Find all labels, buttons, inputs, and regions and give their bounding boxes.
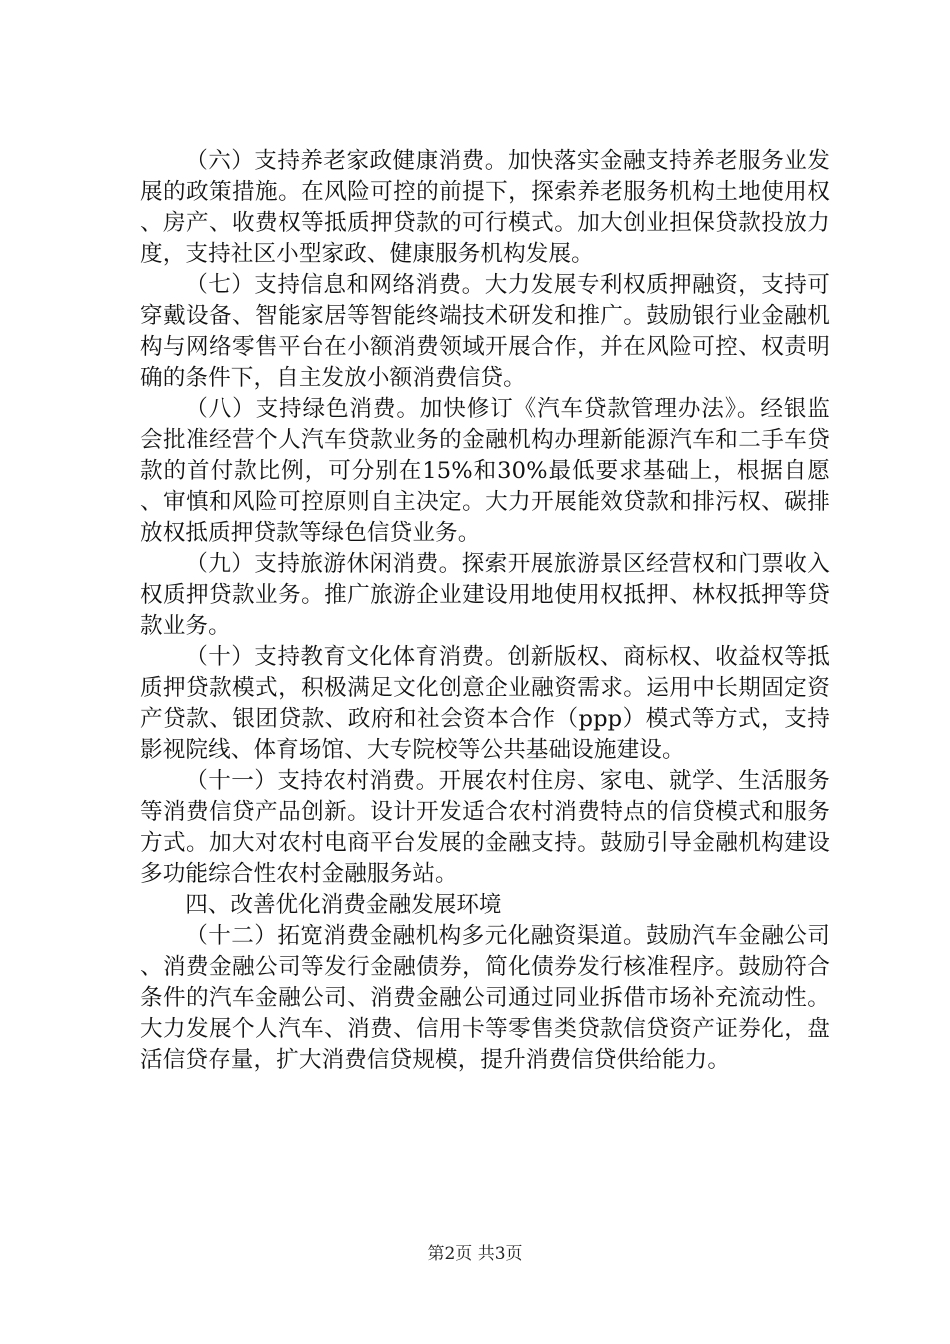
paragraph-support-green-consumption: （八）支持绿色消费。加快修订《汽车贷款管理办法》。经银监会批准经营个人汽车贷款业务的金融机构办理新能源汽车和二手车贷款的首付款比例，可分别在15%和30%最低要求基础上，根据自愿、审慎和风险可控原则自主决定。大力开展能效贷款和排污权、碳排放权抵质押贷款等绿色信贷业务。 (140, 396, 830, 546)
paragraph-support-tourism: （九）支持旅游休闲消费。探索开展旅游景区经营权和门票收入权质押贷款业务。推广旅游企业建设用地使用权抵押、林权抵押等贷款业务。 (140, 551, 830, 639)
paragraph-financing-channels: （十二）拓宽消费金融机构多元化融资渠道。鼓励汽车金融公司、消费金融公司等发行金融债券，简化债券发行核准程序。鼓励符合条件的汽车金融公司、消费金融公司通过同业拆借市场补充流动性。大力发展个人汽车、消费、信用卡等零售类贷款信贷资产证券化，盘活信贷存量，扩大消费信贷规模，提升消费信贷供给能力。 (140, 923, 830, 1073)
section-heading: 四、改善优化消费金融发展环境 (185, 892, 502, 918)
paragraph-support-education-culture: （十）支持教育文化体育消费。创新版权、商标权、收益权等抵质押贷款模式，积极满足文化创意企业融资需求。运用中长期固定资产贷款、银团贷款、政府和社会资本合作（ppp）模式等方式，支持影视院线、体育场馆、大专院校等公共基础设施建设。 (140, 644, 830, 763)
paragraph-support-network-consumption: （七）支持信息和网络消费。大力发展专利权质押融资，支持可穿戴设备、智能家居等智能终端技术研发和推广。鼓励银行业金融机构与网络零售平台在小额消费领域开展合作，并在风险可控、权责明确的条件下，自主发放小额消费信贷。 (140, 272, 830, 391)
page-footer: 第2页 共3页 (427, 1244, 523, 1264)
paragraph-support-elderly-care: （六）支持养老家政健康消费。加快落实金融支持养老服务业发展的政策措施。在风险可控的前提下，探索养老服务机构土地使用权、房产、收费权等抵质押贷款的可行模式。加大创业担保贷款投放力度，支持社区小型家政、健康服务机构发展。 (140, 148, 830, 267)
document-body (140, 146, 830, 1076)
paragraph-support-rural-consumption: （十一）支持农村消费。开展农村住房、家电、就学、生活服务等消费信贷产品创新。设计开发适合农村消费特点的信贷模式和服务方式。加大对农村电商平台发展的金融支持。鼓励引导金融机构建设多功能综合性农村金融服务站。 (140, 768, 830, 887)
